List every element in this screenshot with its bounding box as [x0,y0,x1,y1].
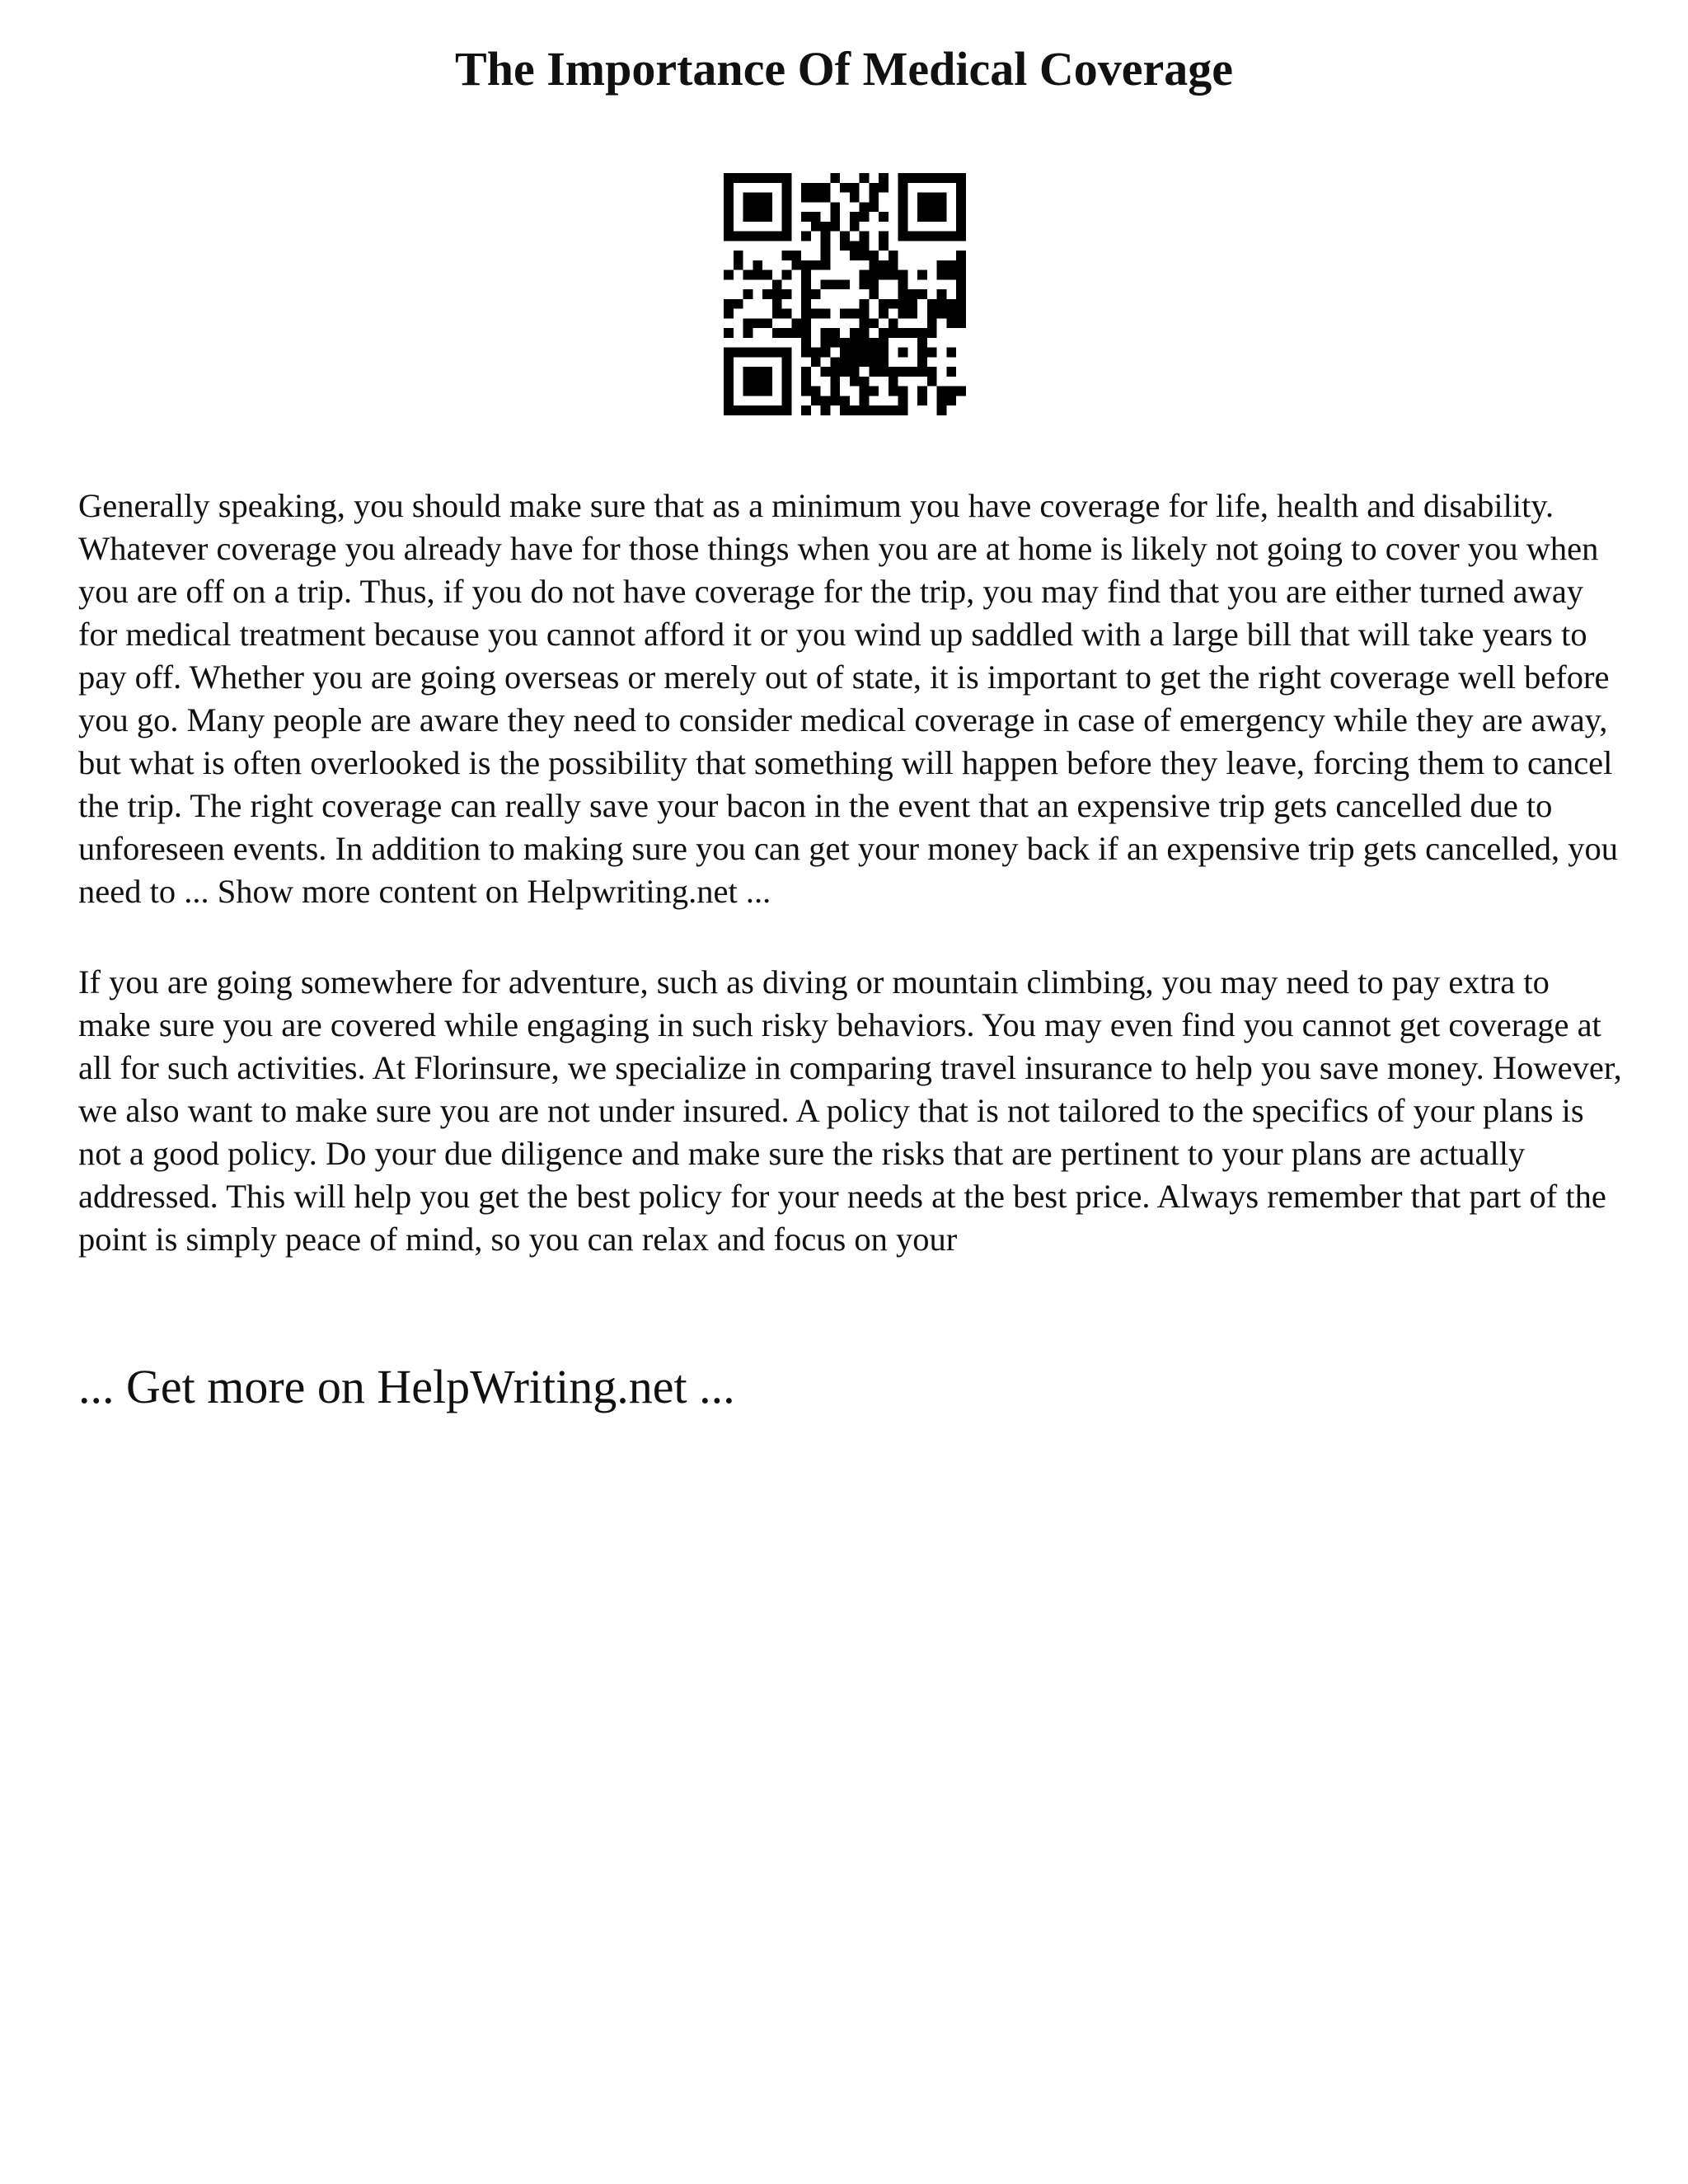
body-paragraph-1: Generally speaking, you should make sure that as a minimum you have coverage for life, health and disability. Whatever coverage you already have for those things when you are at home is likely not going to cover you when you are off on a trip. Thus, if you do not have coverage for the trip, you may find that you are either turned away for medical treatment because you cannot afford it or you wind up saddled with a large bill that will take years to pay off. Whether you are going overseas or merely out of state, it is important to get the right coverage well before you go. Many people are aware they need to consider medical coverage in case of emergency while they are away, but what is often overlooked is the possibility that something will happen before they leave, forcing them to cancel the trip. The right coverage can really save your bacon in the event that an expensive trip gets cancelled due to unforeseen events. In addition to making sure you can get your money back if an expensive trip gets cancelled, you need to ... Show more content on Helpwriting.net ... [78,487,1619,910]
get-more-link[interactable]: ... Get more on HelpWriting.net ... [78,1360,735,1413]
qr-code-icon [724,173,966,415]
body-paragraph-2: If you are going somewhere for adventure, such as diving or mountain climbing, you may need to pay extra to make sure you are covered while engaging in such risky behaviors. You may even find you cannot get coverage at all for such activities. At Florinsure, we specialize in comparing travel insurance to help you save money. However, we also want to make sure you are not under insured. A policy that is not tailored to the specifics of your plans is not a good policy. Do your due diligence and make sure the risks that are pertinent to your plans are actually addressed. This will help you get the best policy for your needs at the best price. Always remember that part of the point is simply peace of mind, so you can relax and focus on your [78,963,1622,1258]
document-title: The Importance Of Medical Coverage [455,42,1233,96]
